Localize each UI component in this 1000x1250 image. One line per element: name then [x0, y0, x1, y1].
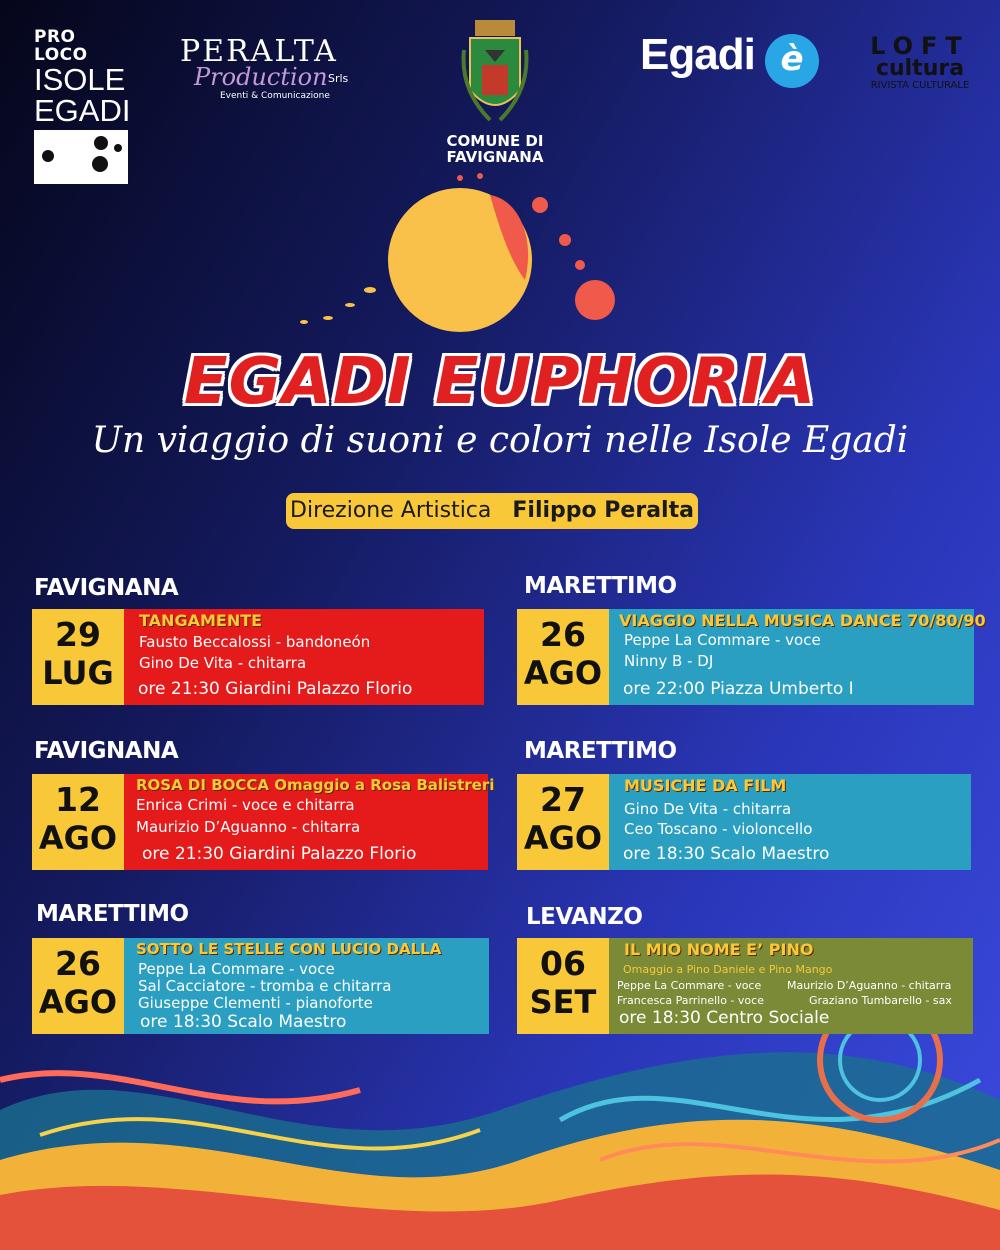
event-date [32, 774, 124, 870]
event-title-text: VIAGGIO NELLA MUSICA DANCE 70/80/90 [619, 611, 986, 630]
event-card [32, 609, 484, 705]
event-location: FAVIGNANA [34, 738, 179, 764]
loft-bottom-text: RIVISTA CULTURALE [870, 80, 970, 91]
sun-illustration [290, 170, 650, 350]
event-time-place: ore 18:30 Scalo Maestro [140, 1012, 347, 1032]
event-month: LUG [42, 654, 114, 692]
performer-line: Francesca Parrinello - voce [617, 994, 764, 1007]
event-location: FAVIGNANA [34, 575, 179, 601]
event-title-text: MUSICHE DA FILM [624, 776, 787, 795]
event-time-place: ore 18:30 Scalo Maestro [623, 844, 830, 864]
event-date [517, 609, 609, 705]
performer-line: Enrica Crimi - voce e chitarra [136, 796, 355, 814]
coat-of-arms-icon [460, 20, 530, 125]
event-month: AGO [523, 654, 603, 692]
event-day: 12 [55, 780, 101, 819]
event-title: EGADI EUPHORIA [183, 345, 817, 419]
event-location: MARETTIMO [524, 738, 677, 764]
event-time-place: ore 21:30 Giardini Palazzo Florio [142, 844, 417, 864]
event-time-place: ore 18:30 Centro Sociale [619, 1008, 830, 1028]
event-card [517, 938, 973, 1034]
performer-line: Peppe La Commare - voce [617, 979, 762, 992]
performer-line: Sal Cacciatore - tromba e chitarra [138, 977, 392, 995]
event-card [32, 774, 495, 870]
peralta-main-text: PERALTA [180, 34, 338, 69]
proloco-bottom-text: EGADI [34, 93, 131, 128]
event-date [32, 938, 124, 1034]
performer-line: Giuseppe Clementi - pianoforte [138, 994, 373, 1012]
event-info [609, 938, 973, 1034]
event-location: MARETTIMO [36, 901, 189, 927]
event-day: 29 [55, 615, 101, 654]
event-title-text: TANGAMENTE [139, 611, 263, 630]
event-location: MARETTIMO [524, 573, 677, 599]
event-info [124, 938, 489, 1034]
event-card [32, 938, 489, 1034]
event-month: SET [529, 983, 597, 1021]
event-month: AGO [38, 983, 118, 1021]
performer-line: Gino De Vita - chitarra [624, 800, 792, 818]
performer-line: Peppe La Commare - voce [624, 631, 821, 649]
event-day: 26 [55, 944, 101, 983]
egadi-logo-text: Egadi [640, 30, 755, 79]
performer-line: Fausto Beccalossi - bandoneón [139, 633, 371, 651]
comune-logo [440, 20, 550, 165]
performer-line: Maurizio D’Aguanno - chitarra [787, 979, 952, 992]
loft-cultura-logo [870, 34, 970, 91]
event-subtitle: Un viaggio di suoni e colori nelle Isole Egadi [91, 420, 909, 461]
proloco-mid-text: ISOLE [34, 62, 126, 97]
event-date [32, 609, 124, 705]
event-title-text: IL MIO NOME E’ PINO [624, 940, 814, 959]
comune-name: COMUNE DI FAVIGNANA [446, 132, 544, 166]
event-info [609, 609, 986, 705]
direction-label: Direzione Artistica [290, 498, 492, 523]
event-title-text: ROSA DI BOCCA Omaggio a Rosa Balistreri [136, 776, 495, 794]
egadi-e-icon: è [765, 34, 819, 88]
event-month: AGO [523, 819, 603, 857]
event-date [517, 774, 609, 870]
performer-line: Ceo Toscano - violoncello [624, 820, 813, 838]
loft-mid-text: cultura [875, 56, 965, 81]
peralta-logo [180, 34, 350, 101]
proloco-logo [34, 28, 130, 184]
event-card [517, 609, 986, 705]
peralta-script-text: Production [194, 63, 328, 91]
event-info [609, 774, 971, 870]
event-subtitle-text: Omaggio a Pino Daniele e Pino Mango [623, 963, 833, 976]
performer-line: Graziano Tumbarello - sax [809, 994, 952, 1007]
performer-line: Maurizio D’Aguanno - chitarra [136, 818, 361, 836]
event-location: LEVANZO [526, 904, 643, 930]
event-day: 27 [540, 780, 586, 819]
loft-top-text: LOFT [870, 32, 970, 60]
event-day: 26 [540, 615, 586, 654]
director-name: Filippo Peralta [512, 498, 694, 523]
peralta-srls-text: Srls [328, 72, 349, 85]
peralta-sub-text: Eventi & Comunicazione [220, 91, 330, 101]
event-month: AGO [38, 819, 118, 857]
proloco-dots-icon [34, 130, 128, 184]
event-info [124, 609, 484, 705]
performer-line: Ninny B - DJ [624, 652, 714, 670]
artistic-direction-badge [286, 493, 698, 529]
performer-line: Gino De Vita - chitarra [139, 654, 307, 672]
event-card [517, 774, 971, 870]
event-time-place: ore 22:00 Piazza Umberto I [623, 679, 854, 699]
event-day: 06 [540, 944, 586, 983]
event-time-place: ore 21:30 Giardini Palazzo Florio [138, 679, 413, 699]
proloco-top-text: PRO LOCO [34, 27, 88, 65]
event-date [517, 938, 609, 1034]
performer-line: Peppe La Commare - voce [138, 960, 335, 978]
event-info [124, 774, 495, 870]
event-title-text: SOTTO LE STELLE CON LUCIO DALLA [136, 940, 442, 958]
